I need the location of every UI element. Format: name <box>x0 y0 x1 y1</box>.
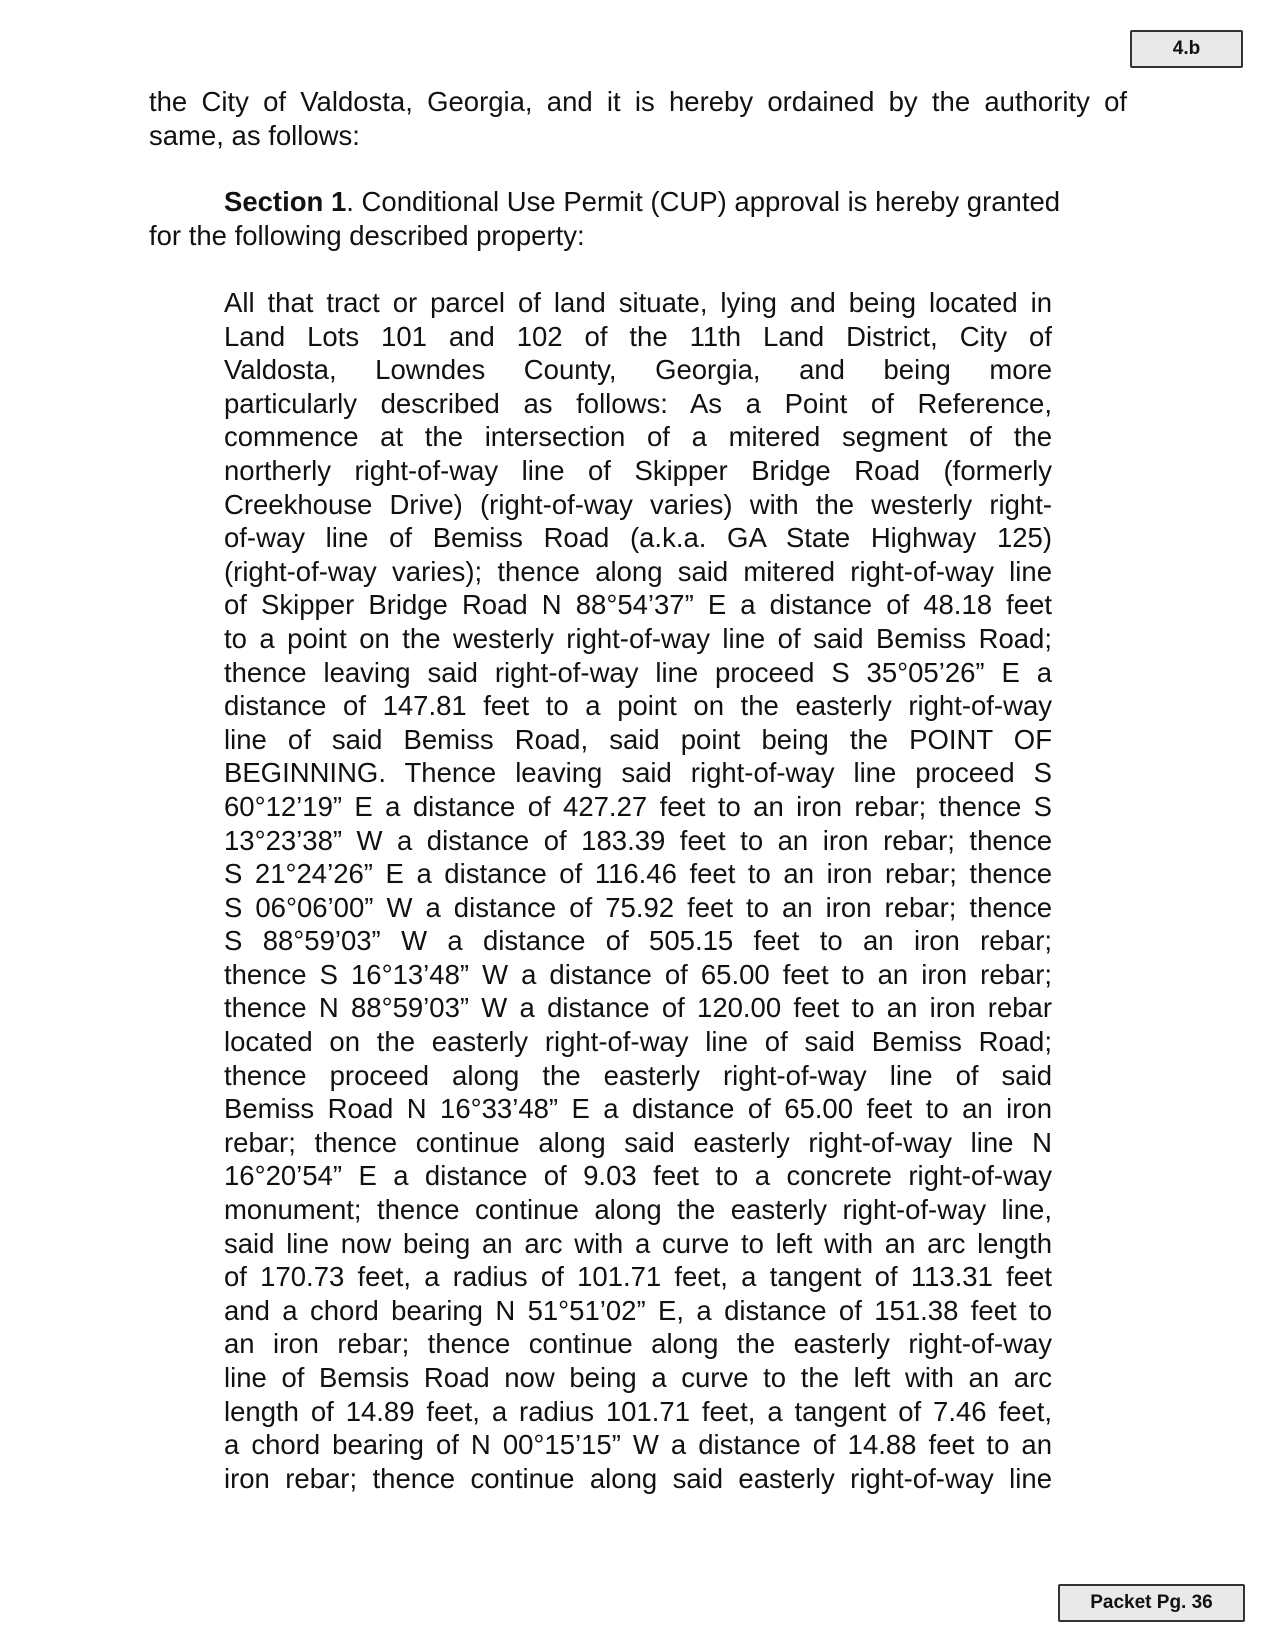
intro-paragraph <box>149 85 1127 152</box>
legal-description-line: S 06°06’00” W a distance of 75.92 feet to an iron rebar; thence <box>224 891 1052 923</box>
legal-description-line: of 170.73 feet, a radius of 101.71 feet, a tangent of 113.31 feet <box>224 1261 1052 1293</box>
legal-description-line: and a chord bearing N 51°51’02” E, a distance of 151.38 feet to <box>224 1294 1052 1326</box>
intro-line: the City of Valdosta, Georgia, and it is hereby ordained by the authority of <box>149 86 1127 117</box>
legal-description-line: line of Bemsis Road now being a curve to the left with an arc <box>224 1362 1052 1393</box>
legal-description-line: thence S 16°13’48” W a distance of 65.00 feet to an iron rebar; <box>224 958 1052 990</box>
section-1-heading: Section 1 <box>224 186 347 217</box>
legal-description-line: Creekhouse Drive) (right-of-way varies) with the westerly right- <box>224 488 1052 520</box>
legal-description-line: an iron rebar; thence continue along the easterly right-of-way <box>224 1328 1052 1360</box>
legal-description-line: thence N 88°59’03” W a distance of 120.00 feet to an iron rebar <box>224 992 1052 1024</box>
agenda-item-tag: 4.b <box>1130 30 1243 68</box>
legal-description-line: thence leaving said right-of-way line proceed S 35°05’26” E a <box>224 656 1052 688</box>
legal-description-line: 60°12’19” E a distance of 427.27 feet to an iron rebar; thence S <box>224 790 1052 822</box>
legal-description-line: thence proceed along the easterly right-of-way line of said <box>224 1059 1052 1091</box>
legal-description-line: a chord bearing of N 00°15’15” W a distance of 14.88 feet to an <box>224 1429 1052 1461</box>
section-1-text: . Conditional Use Permit (CUP) approval is hereby granted <box>346 186 1061 217</box>
legal-description-line: Land Lots 101 and 102 of the 11th Land District, City of <box>224 320 1052 352</box>
legal-description-line: 16°20’54” E a distance of 9.03 feet to a concrete right-of-way <box>224 1160 1052 1192</box>
section-1-first-line <box>149 185 1127 219</box>
section-1-paragraph <box>149 185 1127 252</box>
section-1-continuation: for the following described property: <box>149 219 585 251</box>
legal-description-line: length of 14.89 feet, a radius 101.71 feet, a tangent of 7.46 feet, <box>224 1395 1052 1427</box>
legal-description-line: rebar; thence continue along said easterly right-of-way line N <box>224 1126 1052 1158</box>
legal-description <box>224 286 1052 1495</box>
legal-description-line: S 88°59’03” W a distance of 505.15 feet to an iron rebar; <box>224 925 1052 957</box>
legal-description-line: monument; thence continue along the easterly right-of-way line, <box>224 1194 1052 1226</box>
legal-description-line: located on the easterly right-of-way line of said Bemiss Road; <box>224 1026 1052 1058</box>
legal-description-line: Valdosta, Lowndes County, Georgia, and being more <box>224 354 1052 386</box>
packet-page-tag: Packet Pg. 36 <box>1058 1584 1245 1622</box>
legal-description-line: BEGINNING. Thence leaving said right-of-way line proceed S <box>224 757 1052 789</box>
legal-description-line: Bemiss Road N 16°33’48” E a distance of 65.00 feet to an iron <box>224 1093 1052 1125</box>
legal-description-line: distance of 147.81 feet to a point on the easterly right-of-way <box>224 690 1052 722</box>
legal-description-line: to a point on the westerly right-of-way line of said Bemiss Road; <box>224 622 1052 654</box>
legal-description-line: line of said Bemiss Road, said point being the POINT OF <box>224 723 1052 755</box>
legal-description-line: S 21°24’26” E a distance of 116.46 feet to an iron rebar; thence <box>224 858 1052 890</box>
legal-description-line: of-way line of Bemiss Road (a.k.a. GA State Highway 125) <box>224 522 1052 554</box>
legal-description-line: iron rebar; thence continue along said easterly right-of-way line <box>224 1462 1052 1494</box>
legal-description-line: of Skipper Bridge Road N 88°54’37” E a distance of 48.18 feet <box>224 589 1052 621</box>
legal-description-line: commence at the intersection of a mitered segment of the <box>224 421 1052 453</box>
legal-description-line: particularly described as follows: As a Point of Reference, <box>224 387 1052 419</box>
legal-description-line: (right-of-way varies); thence along said mitered right-of-way line <box>224 555 1052 587</box>
legal-description-line: northerly right-of-way line of Skipper Bridge Road (formerly <box>224 454 1052 486</box>
intro-line: same, as follows: <box>149 119 360 151</box>
legal-description-line: 13°23’38” W a distance of 183.39 feet to an iron rebar; thence <box>224 824 1052 856</box>
legal-description-line: All that tract or parcel of land situate, lying and being located in <box>224 287 1052 318</box>
legal-description-line: said line now being an arc with a curve to left with an arc length <box>224 1227 1052 1259</box>
